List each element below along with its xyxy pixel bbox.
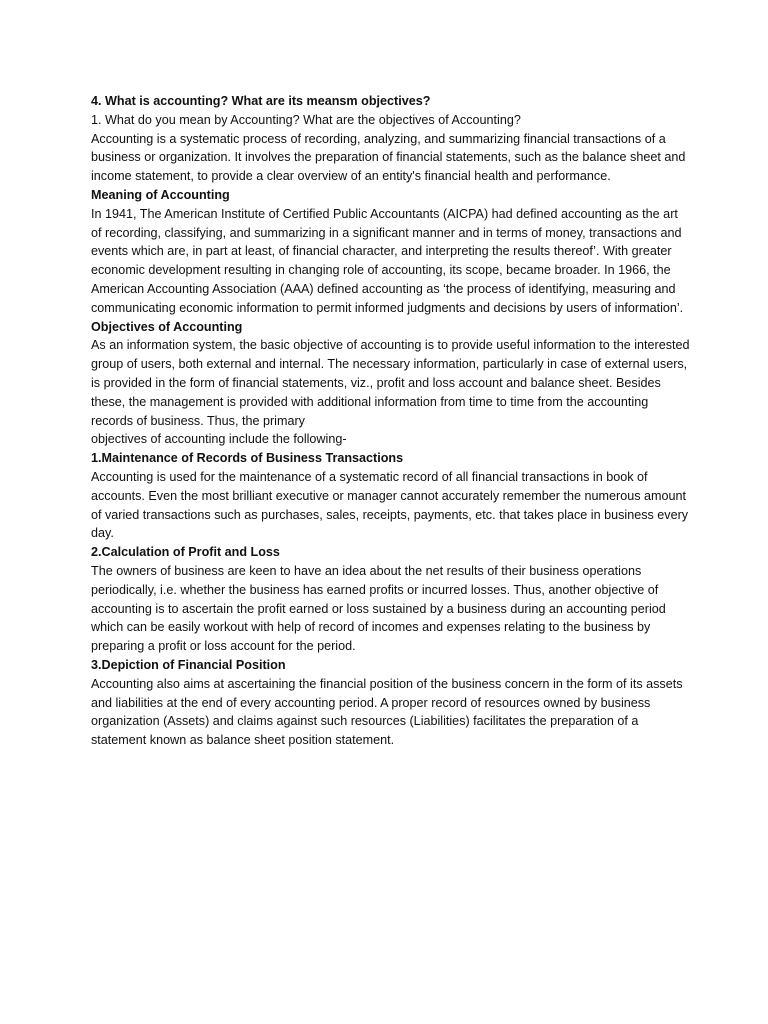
section2-heading: 2.Calculation of Profit and Loss	[91, 545, 280, 560]
objectives-paragraph-continued: objectives of accounting include the following-	[91, 432, 347, 447]
meaning-heading: Meaning of Accounting	[91, 187, 230, 202]
intro-paragraph: Accounting is a systematic process of recording, analyzing, and summarizing financial transactions of a business or organization. It involves the preparation of financial statements, such as the balance sheet and income statement, to provide a clear overview of an entity's financial health and performance.	[91, 131, 686, 184]
section3-paragraph: Accounting also aims at ascertaining the financial position of the business concern in the form of its assets and liabilities at the end of every accounting period. A proper record of resources owned by business organization (Assets) and claims against such resources (Liabilities) facilitates the preparation of a statement known as balance sheet position statement.	[91, 676, 683, 748]
section1-paragraph: Accounting is used for the maintenance of a systematic record of all financial transactions in book of accounts. Even the most brilliant executive or manager cannot accurately remember the numerous amount of varied transactions such as purchases, sales, receipts, payments, etc. that takes place in business every day.	[91, 469, 689, 541]
section3-heading: 3.Depiction of Financial Position	[91, 657, 286, 672]
document-page	[91, 92, 691, 750]
objectives-heading: Objectives of Accounting	[91, 319, 243, 334]
section2-paragraph: The owners of business are keen to have an idea about the net results of their business operations periodically, i.e. whether the business has earned profits or incurred losses. Thus, another objective of accounting is to ascertain the profit earned or loss sustained by a business during an accounting period which can be easily workout with help of record of incomes and expenses relating to the business by preparing a profit or loss account for the period.	[91, 563, 666, 654]
document-title: 4. What is accounting? What are its meansm objectives?	[91, 94, 431, 108]
question-line: 1. What do you mean by Accounting? What are the objectives of Accounting?	[91, 112, 521, 127]
meaning-paragraph: In 1941, The American Institute of Certified Public Accountants (AICPA) had defined accounting as the art of recording, classifying, and summarizing in a significant manner and in terms of money, transactions and events which are, in part at least, of financial character, and interpreting the results thereof’. With greater economic development resulting in changing role of accounting, its scope, became broader. In 1966, the American Accounting Association (AAA) defined accounting as ‘the process of identifying, measuring and communicating economic information to permit informed judgments and decisions by users of information’.	[91, 206, 684, 315]
objectives-paragraph: As an information system, the basic objective of accounting is to provide useful information to the interested group of users, both external and internal. The necessary information, particularly in case of external users, is provided in the form of financial statements, viz., profit and loss account and balance sheet. Besides these, the management is provided with additional information from time to time from the accounting records of business. Thus, the primary	[91, 338, 690, 428]
section1-heading: 1.Maintenance of Records of Business Transactions	[91, 451, 404, 466]
